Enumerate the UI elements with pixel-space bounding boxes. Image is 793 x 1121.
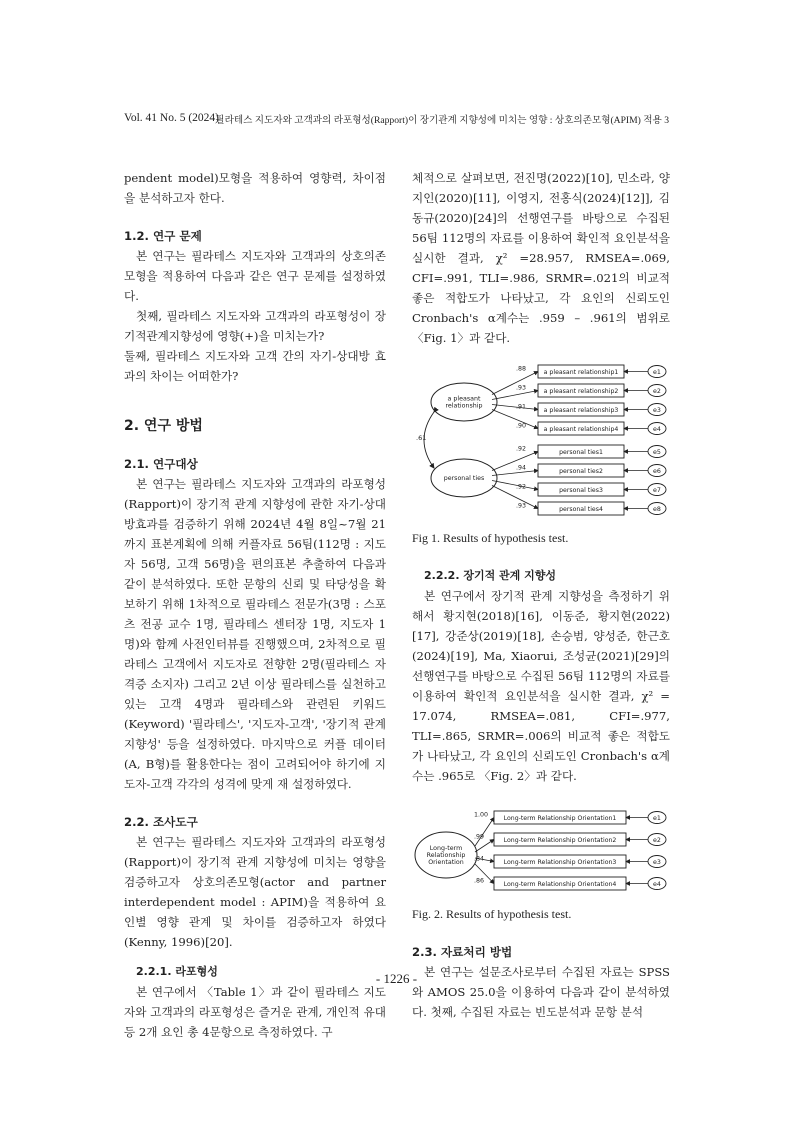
fig1-caption: Fig 1. Results of hypothesis test. [412, 531, 569, 545]
factor-loading-arrow [492, 471, 538, 476]
indicator-label: personal ties2 [559, 468, 603, 475]
error-term-label: e3 [653, 407, 661, 414]
loading-value: .93 [516, 384, 527, 392]
paragraph: 첫째, 필라테스 지도자와 고객과의 라포형성이 장기적관계지향성에 영향(+)을 미치는가? [124, 309, 386, 343]
paragraph: 체적으로 살펴보면, 전진명(2022)[10], 민소라, 양지인(2020)[11], 이영지, 전홍식(2024)[12]], 김동규(2020)[24]의 선행연구를 바탕으로 수집된 56팀 112명의 자료를 이용하여 확인적 요인분석을 실시한 결과, χ² =28.957, RMSEA=.069, CFI=.991, TLI=.986, SRMR=.021의 비교적 좋은 적합도가 나타났고, 각 요인의 신뢰도인 Cronbach's α계수는 .959 – .961의 범위로 〈Fig. 1〉과 같다. [412, 171, 670, 345]
loading-value: .90 [516, 422, 527, 430]
error-term-label: e4 [653, 426, 661, 433]
error-term-label: e3 [653, 859, 661, 866]
indicator-label: Long-term Relationship Orientation4 [503, 881, 617, 888]
indicator-label: a pleasant relationship1 [543, 369, 619, 376]
paragraph: 본 연구는 필라테스 지도자와 고객과의 상호의존모형을 적용하여 다음과 같은 연구 문제를 설정하였다. [124, 249, 386, 303]
paragraph: 본 연구에서 장기적 관계 지향성을 측정하기 위해서 황지현(2018)[16], 이동준, 황지현(2022)[17], 강준상(2019)[18], 손승범, 양성준, 한근호(2024)[19], Ma, Xiaorui, 조성균(2021)[29]의 선행연구를 바탕으로 수집된 56팀 112명의 자료를 이용하여 확인적 요인분석을 실시한 결과, χ² = 17.074, RMSEA=.081, CFI=.977, TLI=.865, SRMR=.006의 비교적 좋은 적합도가 나타났고, 각 요인의 신뢰도인 Cronbach's α계수는 .965로 〈Fig. 2〉과 같다. [412, 589, 670, 783]
paragraph: 본 연구에서 〈Table 1〉과 같이 필라테스 지도자와 고객과의 라포형성은 즐거운 관계, 개인적 유대 등 2개 요인 총 4문항으로 측정하였다. 구 [124, 985, 386, 1039]
running-title: 필라테스 지도자와 고객과의 라포형성(Rapport)이 장기관계 지향성에 미치는 영향 : 상호의존모형(APIM) 적용 3 [215, 115, 669, 126]
latent-factor-label: personal ties [443, 475, 485, 482]
section-heading-1-2: 1.2. 연구 문제 [124, 229, 202, 243]
fig1-cfa-diagram [412, 362, 670, 522]
page-number: - 1226 - [375, 971, 418, 986]
left-column [124, 168, 386, 1042]
section-heading-2: 2. 연구 방법 [124, 418, 203, 434]
loading-value: .93 [516, 502, 527, 510]
section-heading-2-2-2: 2.2.2. 장기적 관계 지향성 [424, 569, 556, 582]
paragraph: pendent model)모형을 적용하여 영향력, 차이점을 분석하고자 한다. [124, 171, 386, 205]
loading-value: .94 [516, 464, 527, 472]
paragraph: 둘째, 필라테스 지도자와 고객 간의 자기-상대방 효과의 차이는 어떠한가? [124, 349, 386, 383]
indicator-label: Long-term Relationship Orientation3 [503, 859, 617, 866]
factor-loading-arrow [492, 391, 538, 400]
indicator-label: a pleasant relationship4 [543, 426, 619, 433]
fig2-caption: Fig. 2. Results of hypothesis test. [412, 907, 572, 921]
error-term-label: e1 [653, 815, 661, 822]
error-term-label: e5 [653, 449, 661, 456]
loading-value: .88 [516, 365, 527, 373]
factor-loading-arrow [492, 410, 538, 429]
paragraph: 본 연구는 설문조사로부터 수집된 자료는 SPSS와 AMOS 25.0을 이용하여 다음과 같이 분석하였다. 첫째, 수집된 자료는 빈도분석과 문항 분석 [412, 965, 670, 1019]
error-term-label: e8 [653, 506, 661, 513]
loading-value: .92 [516, 445, 527, 453]
section-heading-2-2: 2.2. 조사도구 [124, 815, 198, 829]
loading-value: .92 [516, 483, 527, 491]
loading-value: .86 [474, 877, 485, 885]
latent-factor-label: Long-term Relationship Orientation [426, 845, 466, 866]
right-column [412, 168, 670, 1022]
error-term-label: e2 [653, 837, 661, 844]
journal-volume: Vol. 41 No. 5 (2024) [124, 112, 219, 124]
indicator-label: a pleasant relationship3 [543, 407, 619, 414]
latent-factor-label: a pleasant relationship [445, 395, 483, 410]
indicator-label: Long-term Relationship Orientation1 [503, 815, 617, 822]
factor-loading-arrow [492, 452, 538, 471]
factor-loading-arrow [492, 481, 538, 490]
error-term-label: e6 [653, 468, 661, 475]
error-term-label: e4 [653, 881, 661, 888]
indicator-label: a pleasant relationship2 [543, 388, 619, 395]
loading-value: .99 [474, 833, 485, 841]
factor-loading-arrow [492, 483, 538, 509]
paragraph: 본 연구는 필라테스 지도자와 고객과의 라포형성(Rapport)이 장기적 관계 지향성에 미치는 영향을 검증하고자 상호의존모형(actor and partner interdependent model : APIM)을 적용하여 요인별 영향 관계 및 차이를 검증하고자 하였다(Kenny, 1996)[20]. [124, 835, 386, 949]
indicator-label: personal ties1 [559, 449, 603, 456]
loading-value: 1.00 [474, 811, 489, 819]
error-term-label: e7 [653, 487, 661, 494]
indicator-label: personal ties4 [559, 506, 603, 513]
error-term-label: e1 [653, 369, 661, 376]
section-heading-2-3: 2.3. 자료처리 방법 [412, 945, 513, 959]
fig2-cfa-diagram [412, 808, 670, 898]
factor-loading-arrow [492, 372, 538, 395]
error-term-label: e2 [653, 388, 661, 395]
section-heading-2-2-1: 2.2.1. 라포형성 [136, 965, 218, 978]
factor-loading-arrow [492, 405, 538, 410]
paragraph: 본 연구는 필라테스 지도자와 고객과의 라포형성(Rapport)이 장기적 관계 지향성에 관한 자기-상대방효과를 검증하기 위해 2024년 4월 8일~7월 21까지 표본계획에 의해 커플자료 56팀(112명 : 지도자 56명, 고객 56명)을 편의표본 추출하여 다음과 같이 분석하였다. 또한 문항의 신뢰 및 타당성을 확보하기 위해 1차적으로 필라테스 전문가(3명 : 스포츠 전공 교수 1명, 필라테스 센터장 1명, 지도자 1명)와 함께 사전인터뷰를 진행했으며, 2차적으로 필라테스 고객에서 지도자로 전향한 2명(필라테스 자격증 소지자) 그리고 2년 이상 필라테스를 실천하고 있는 고객 4명과 필라테스와 관련된 키워드(Keyword) '필라테스', '지도자-고객', '장기적 관계 지향성' 등을 설정하였다. 마지막으로 커플 데이터(A, B형)를 활용한다는 점이 고려되어야 하기에 지도자-고객 각각의 성격에 맞게 재 설정하였다. [124, 477, 386, 791]
indicator-label: personal ties3 [559, 487, 603, 494]
section-heading-2-1: 2.1. 연구대상 [124, 457, 198, 471]
correlation-value: .61 [416, 434, 427, 442]
loading-value: .84 [474, 855, 485, 863]
loading-value: .91 [516, 403, 527, 411]
indicator-label: Long-term Relationship Orientation2 [503, 837, 617, 844]
